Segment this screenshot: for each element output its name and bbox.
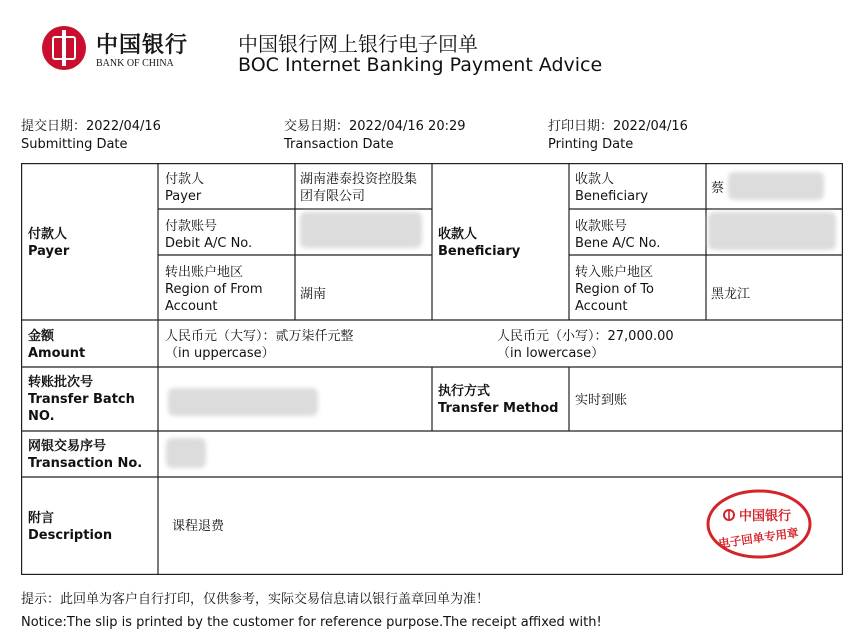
transfer-method-label bbox=[438, 383, 559, 417]
payer-name-label bbox=[165, 171, 204, 205]
debit-account-label-en: Debit A/C No. bbox=[165, 236, 253, 251]
payer-name-label-cn: 付款人 bbox=[165, 172, 205, 187]
beneficiary-section-en: Beneficiary bbox=[438, 244, 521, 259]
to-region-label-cn: 转入账户地区 bbox=[575, 265, 654, 280]
transaction-no-redacted bbox=[166, 438, 206, 468]
amount-lowercase-en: （in lowercase） bbox=[497, 346, 605, 361]
submitting-date bbox=[21, 118, 161, 154]
payer-name-value: 湖南港泰投资控股集团有限公司 bbox=[300, 172, 418, 204]
logo-english: BANK OF CHINA bbox=[96, 58, 174, 69]
notice-cn: 提示：此回单为客户自行打印，仅供参考，实际交易信息请以银行盖章回单为准！ bbox=[21, 592, 490, 607]
bene-account-redacted bbox=[708, 212, 836, 250]
amount-lowercase-value: 人民币元（小写）：27,000.00 bbox=[497, 329, 674, 344]
transaction-no-label bbox=[28, 438, 142, 472]
from-region-label-cn: 转出账户地区 bbox=[165, 265, 244, 280]
transaction-date-value: 交易日期：2022/04/16 20:29 bbox=[284, 119, 466, 134]
amount-label-cn: 金额 bbox=[28, 329, 55, 344]
beneficiary-name-label bbox=[575, 171, 648, 205]
transfer-batch-label-en: Transfer Batch NO. bbox=[28, 392, 135, 424]
printing-date bbox=[548, 118, 688, 154]
transfer-batch-label-cn: 转账批次号 bbox=[28, 375, 94, 390]
transaction-no-label-cn: 网银交易序号 bbox=[28, 439, 107, 454]
transaction-no-label-en: Transaction No. bbox=[28, 456, 143, 471]
bene-account-label bbox=[575, 218, 660, 252]
to-region-value: 黑龙江 bbox=[711, 287, 751, 302]
beneficiary-name-value: 蔡 bbox=[711, 181, 725, 196]
payer-section-en: Payer bbox=[28, 244, 70, 259]
description-label-en: Description bbox=[28, 528, 113, 543]
to-region-label-en: Region of To Account bbox=[575, 282, 654, 314]
printing-date-en: Printing Date bbox=[548, 137, 634, 152]
stamp-top-text: 中国银行 bbox=[738, 509, 792, 524]
amount-uppercase bbox=[165, 328, 354, 362]
debit-account-redacted bbox=[300, 212, 422, 248]
payer-name-label-en: Payer bbox=[165, 189, 202, 204]
transaction-date bbox=[284, 118, 466, 154]
transfer-batch-label bbox=[28, 374, 136, 425]
from-region-value: 湖南 bbox=[300, 287, 327, 302]
transfer-method-label-en: Transfer Method bbox=[438, 401, 559, 416]
amount-uppercase-en: （in uppercase） bbox=[165, 346, 275, 361]
description-value: 课程退费 bbox=[172, 519, 225, 534]
notice-en: Notice:The slip is printed by the customer for reference purpose.The receipt affixed with! bbox=[21, 615, 602, 630]
submitting-date-value: 提交日期：2022/04/16 bbox=[21, 119, 161, 134]
beneficiary-name-label-cn: 收款人 bbox=[575, 172, 615, 187]
stamp-bottom-text: 电子回单专用章 bbox=[717, 525, 800, 551]
bene-account-label-cn: 收款账号 bbox=[575, 219, 628, 234]
payer-section-label bbox=[28, 226, 69, 260]
amount-lowercase bbox=[497, 328, 674, 362]
boc-emblem-icon bbox=[42, 26, 86, 70]
to-region-label bbox=[575, 264, 681, 315]
boc-logo bbox=[42, 26, 202, 76]
beneficiary-section-cn: 收款人 bbox=[438, 227, 478, 242]
from-region-label bbox=[165, 264, 270, 315]
submitting-date-en: Submitting Date bbox=[21, 137, 128, 152]
bene-account-label-en: Bene A/C No. bbox=[575, 236, 661, 251]
transfer-method-value: 实时到账 bbox=[575, 393, 628, 408]
bank-seal-stamp bbox=[705, 488, 813, 560]
beneficiary-name-label-en: Beneficiary bbox=[575, 189, 649, 204]
payer-section-cn: 付款人 bbox=[28, 227, 68, 242]
beneficiary-name-redacted bbox=[728, 172, 824, 200]
from-region-label-en: Region of From Account bbox=[165, 282, 263, 314]
amount-uppercase-value: 人民币元（大写）：贰万柒仟元整 bbox=[165, 329, 354, 344]
transfer-method-label-cn: 执行方式 bbox=[438, 384, 491, 399]
transfer-batch-redacted bbox=[168, 388, 318, 416]
beneficiary-section-label bbox=[438, 226, 520, 260]
amount-label-en: Amount bbox=[28, 346, 86, 361]
transaction-date-en: Transaction Date bbox=[284, 137, 394, 152]
debit-account-label-cn: 付款账号 bbox=[165, 219, 218, 234]
printing-date-value: 打印日期：2022/04/16 bbox=[548, 119, 688, 134]
description-label-cn: 附言 bbox=[28, 511, 55, 526]
debit-account-label bbox=[165, 218, 252, 252]
document-title-en: BOC Internet Banking Payment Advice bbox=[238, 54, 603, 76]
amount-label bbox=[28, 328, 85, 362]
document-title-cn: 中国银行网上银行电子回单 bbox=[238, 32, 478, 56]
logo-chinese: 中国银行 bbox=[96, 32, 189, 58]
description-label bbox=[28, 510, 112, 544]
